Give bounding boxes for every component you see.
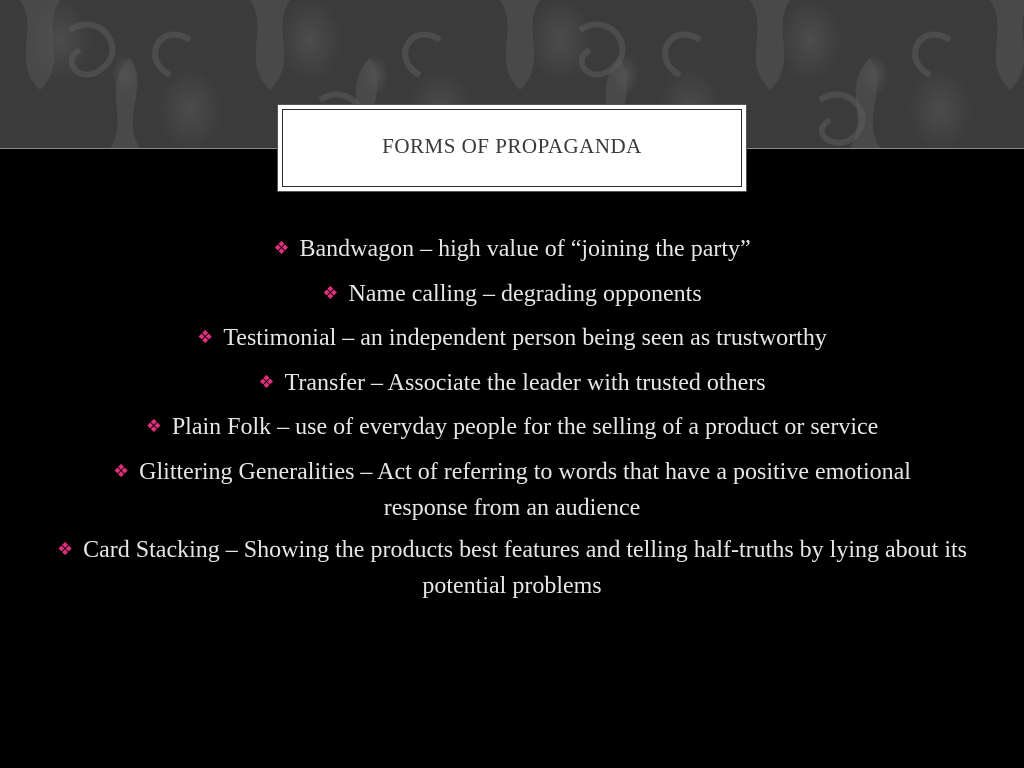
bullet-item-testimonial <box>40 321 984 357</box>
bullet-text: Glittering Generalities – Act of referring to words that have a positive emotional response from an audience <box>139 458 911 521</box>
bullet-list <box>40 232 984 612</box>
bullet-text: Card Stacking – Showing the products best features and telling half-truths by lying about its potential problems <box>83 537 967 599</box>
bullet-item-plain-folk <box>40 410 984 446</box>
bullet-item-glittering-generalities <box>40 455 984 525</box>
diamond-bullet-icon: ❖ <box>258 371 275 393</box>
bullet-text: Name calling – degrading opponents <box>348 280 702 307</box>
title-box-frame <box>282 109 742 187</box>
title-box <box>277 104 747 192</box>
diamond-bullet-icon: ❖ <box>57 539 74 560</box>
bullet-item-transfer <box>40 366 984 402</box>
bullet-item-card-stacking <box>40 533 984 603</box>
bullet-text: Testimonial – an independent person being seen as trustworthy <box>223 325 827 351</box>
diamond-bullet-icon: ❖ <box>197 327 214 348</box>
bullet-text: Transfer – Associate the leader with trusted others <box>284 369 766 396</box>
bullet-item-name-calling <box>40 277 984 313</box>
diamond-bullet-icon: ❖ <box>145 416 162 437</box>
bullet-item-bandwagon <box>40 232 984 268</box>
bullet-text: Plain Folk – use of everyday people for the selling of a product or service <box>171 414 879 440</box>
diamond-bullet-icon: ❖ <box>113 460 130 482</box>
diamond-bullet-icon: ❖ <box>322 282 339 304</box>
bullet-text: Bandwagon – high value of “joining the party” <box>299 236 751 262</box>
diamond-bullet-icon: ❖ <box>273 238 290 259</box>
slide-title: FORMS OF PROPAGANDA <box>382 134 642 158</box>
